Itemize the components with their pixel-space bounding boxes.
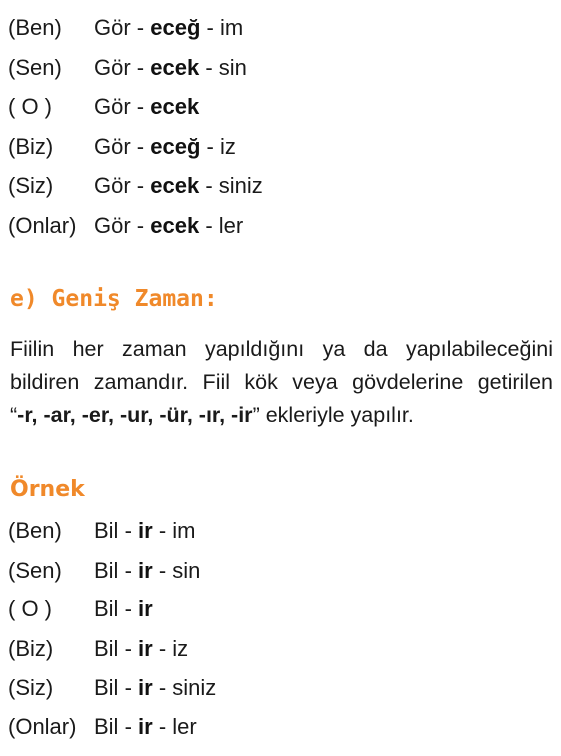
separator: -: [199, 213, 219, 238]
verb-root: Bil: [94, 596, 119, 621]
separator: -: [118, 636, 139, 661]
tense-suffix: ecek: [150, 94, 200, 119]
verb-form: [94, 211, 243, 241]
person-ending: siniz: [172, 675, 217, 700]
person-ending: sin: [218, 55, 247, 80]
separator: -: [130, 134, 151, 159]
tense-suffix: ir: [138, 596, 153, 621]
verb-root: Gör: [94, 213, 131, 238]
pronoun: ( O ): [8, 94, 52, 119]
person-ending: ler: [218, 213, 244, 238]
pronoun: (Biz): [8, 636, 54, 661]
tense-suffix: ecek: [150, 55, 200, 80]
separator: -: [130, 173, 151, 198]
person-ending: siniz: [218, 173, 263, 198]
tense-suffix: ir: [138, 675, 153, 700]
verb-form: [94, 171, 263, 201]
person-ending: iz: [219, 134, 236, 159]
separator: -: [152, 714, 173, 739]
separator: -: [118, 675, 139, 700]
suffix-list: -r, -ar, -er, -ur, -ür, -ır, -ir: [17, 403, 253, 427]
paragraph-line: Fiilin her zaman yapıldığını ya da yapılabileceğini: [10, 337, 553, 361]
tense-suffix: ecek: [150, 213, 200, 238]
definition-paragraph: [10, 333, 553, 432]
separator: -: [130, 213, 151, 238]
quote-close: ”: [252, 403, 260, 427]
verb-form: [94, 673, 216, 703]
separator: -: [199, 173, 219, 198]
paragraph-text: ekleriyle yapılır.: [259, 403, 414, 427]
verb-root: Bil: [94, 558, 119, 583]
separator: -: [118, 714, 139, 739]
paragraph-line: bildiren zamandır. Fiil kök veya gövdelerine getirilen: [10, 370, 553, 394]
tense-suffix: ecek: [150, 173, 200, 198]
pronoun: (Ben): [8, 518, 62, 543]
tense-suffix: ir: [138, 558, 153, 583]
separator: -: [130, 94, 151, 119]
person-ending: iz: [172, 636, 189, 661]
verb-root: Gör: [94, 134, 131, 159]
tense-suffix: ir: [138, 518, 153, 543]
verb-root: Bil: [94, 714, 119, 739]
verb-root: Bil: [94, 636, 119, 661]
verb-root: Gör: [94, 55, 131, 80]
verb-root: Gör: [94, 173, 131, 198]
tense-suffix: ir: [138, 714, 153, 739]
separator: -: [200, 134, 220, 159]
person-ending: sin: [172, 558, 201, 583]
person-ending: ler: [172, 714, 197, 739]
pronoun: (Siz): [8, 173, 54, 198]
tense-suffix: ir: [138, 636, 153, 661]
verb-form: [94, 712, 197, 742]
verb-root: Bil: [94, 518, 119, 543]
verb-form: [94, 556, 200, 586]
pronoun: (Onlar): [8, 213, 77, 238]
verb-root: Bil: [94, 675, 119, 700]
separator: -: [130, 15, 151, 40]
pronoun: (Biz): [8, 134, 54, 159]
separator: -: [152, 558, 173, 583]
verb-form: [94, 634, 188, 664]
separator: -: [118, 558, 139, 583]
separator: -: [152, 636, 173, 661]
example-heading: Örnek: [10, 477, 85, 502]
verb-root: Gör: [94, 94, 131, 119]
pronoun: (Sen): [8, 55, 62, 80]
verb-form: [94, 92, 199, 122]
separator: -: [118, 518, 139, 543]
tense-suffix: eceğ: [150, 15, 201, 40]
verb-form: [94, 594, 153, 624]
verb-form: [94, 516, 195, 546]
pronoun: (Siz): [8, 675, 54, 700]
verb-form: [94, 132, 236, 162]
separator: -: [130, 55, 151, 80]
quote-open: “: [10, 403, 18, 427]
pronoun: (Sen): [8, 558, 62, 583]
separator: -: [152, 675, 173, 700]
pronoun: ( O ): [8, 596, 52, 621]
paragraph-line: [10, 399, 553, 432]
section-heading: e) Geniş Zaman:: [10, 286, 218, 312]
person-ending: im: [219, 15, 244, 40]
tense-suffix: eceğ: [150, 134, 201, 159]
verb-form: [94, 53, 247, 83]
verb-root: Gör: [94, 15, 131, 40]
verb-form: [94, 13, 243, 43]
separator: -: [200, 15, 220, 40]
pronoun: (Onlar): [8, 714, 77, 739]
separator: -: [152, 518, 173, 543]
person-ending: im: [172, 518, 196, 543]
separator: -: [199, 55, 219, 80]
separator: -: [118, 596, 139, 621]
pronoun: (Ben): [8, 15, 62, 40]
